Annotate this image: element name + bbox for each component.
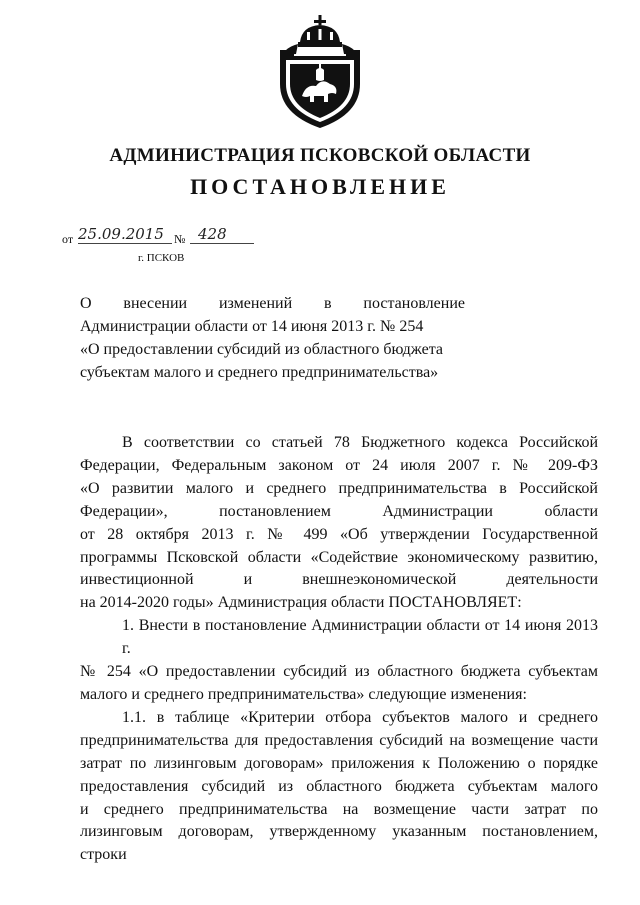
handwritten-date: 25.09.2015 [78, 226, 172, 244]
body-line: 1.1. в таблице «Критерии отбора субъектов малого и среднего [122, 708, 598, 726]
document-type-title: ПОСТАНОВЛЕНИЕ [190, 174, 450, 199]
body-line: предпринимательства для предоставления субсидий на возмещение части [80, 731, 598, 749]
subject-line: О внесении изменений в постановление [80, 295, 465, 312]
body-line: от 28 октября 2013 г. № 499 «Об утверждении Государственной [80, 525, 598, 543]
body-line: программы Псковской области «Содействие экономическому развитию, [80, 548, 598, 566]
body-line: «О развитии малого и среднего предпринимательства в Российской [80, 479, 598, 497]
subject-line: Администрации области от 14 июня 2013 г. № 254 [80, 318, 424, 335]
document-subject [80, 292, 465, 384]
coat-of-arms-emblem [272, 14, 368, 130]
body-line: В соответствии со статьей 78 Бюджетного кодекса Российской [122, 434, 598, 451]
registration-line [62, 226, 262, 246]
number-prefix-label: № [174, 232, 186, 246]
document-body [80, 432, 598, 867]
body-line: № 254 «О предоставлении субсидий из областного бюджета субъектам [80, 663, 598, 681]
body-line: затрат по лизинговым договорам» приложения к Положению о порядке [80, 754, 598, 772]
body-line: инвестиционной и внешнеэкономической деятельности [80, 571, 598, 589]
body-line: Федерации», постановлением Администрации области [80, 502, 598, 520]
body-line: предоставления субсидий из областного бюджета субъектам малого [80, 777, 598, 795]
body-line: на 2014-2020 годы» Администрация области ПОСТАНОВЛЯЕТ: [80, 594, 522, 612]
body-line: Федерации, Федеральным законом от 24 июля 2007 г. № 209-ФЗ [80, 456, 598, 474]
body-line: 1. Внести в постановление Администрации области от 14 июня 2013 г. [122, 617, 598, 658]
city-label: г. ПСКОВ [138, 252, 185, 264]
body-line: лизинговым договорам, утвержденному указанным постановлением, [80, 823, 598, 841]
body-line: малого и среднего предпринимательства» следующие изменения: [80, 685, 527, 703]
organization-title: АДМИНИСТРАЦИЯ ПСКОВСКОЙ ОБЛАСТИ [109, 145, 531, 166]
subject-line: «О предоставлении субсидий из областного бюджета [80, 341, 443, 358]
body-line: строки [80, 846, 127, 864]
date-prefix-label: от [62, 232, 74, 246]
body-line: и среднего предпринимательства на возмещение части затрат по [80, 800, 598, 818]
subject-line: субъектам малого и среднего предпринимательства» [80, 364, 439, 381]
handwritten-number: 428 [190, 226, 254, 244]
